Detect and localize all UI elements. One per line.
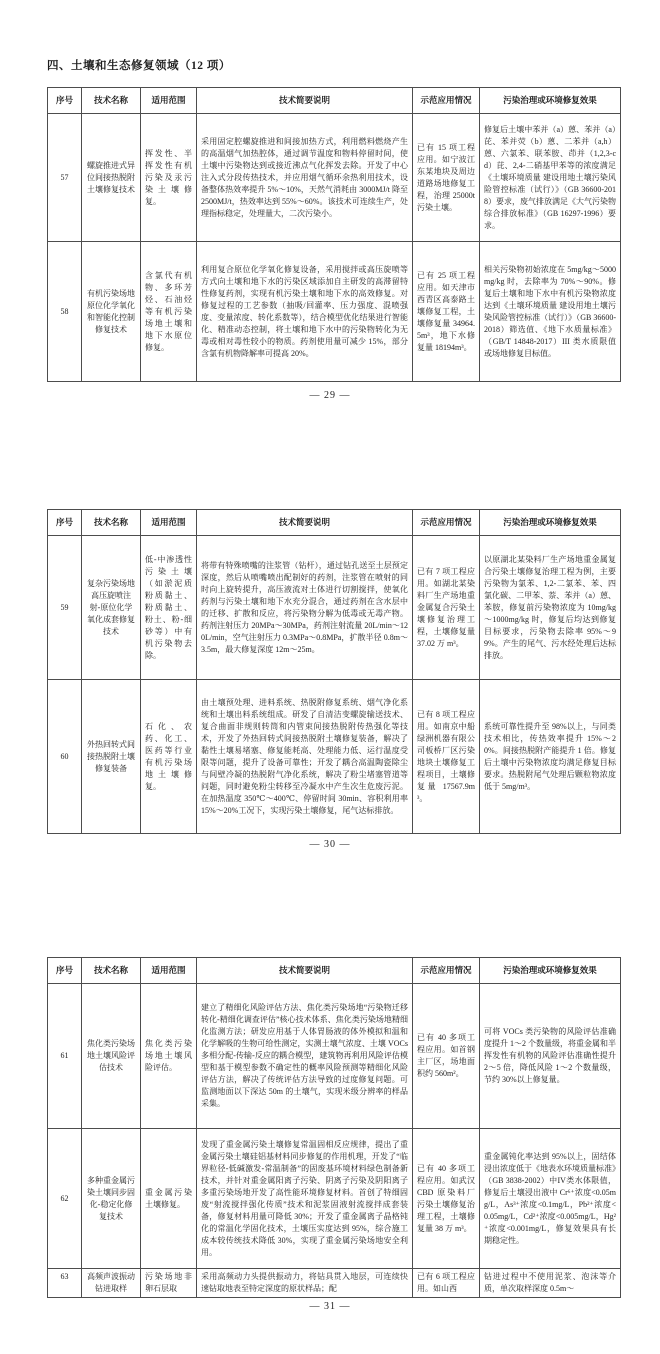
tech-row-63 [48,1269,621,1298]
tech-row-57 [48,114,621,242]
cell-description: 发现了重金属污染土壤修复常温固相反应规律，提出了重金属污染土壤硅铝基材料同步修复的作用机理，开发了“临界粒径-低碱激发-常温制备”的固废基环境材料绿色制备新技术，并针对重金属阳离子污染、阴离子污染及阴阳离子多重污染场地开发了高性能环境修复材料。首创了特细固废“射流搅拌强化传质”技术和泥浆固液射流搅拌成套装备，修复材料用量可降低 30%；开发了重金属离子晶格钝化的常温化学固化技术，土壤压实度达到 95%，综合施工成本较传统技术降低 30%，实现了重金属污染场地安全利用。 [197,1129,413,1269]
cell-description: 由土壤预处理、进料系统、热脱附修复系统、烟气净化系统和土壤出料系统组成。研发了自清洁变螺旋输送技术、复合曲面非规则转筒和内管束间接热脱附传热强化等技术，开发了外热回转式间接热脱附土壤修复装备，解决了黏性土壤易堵塞、修复能耗高、处理能力低、运行温度受限等问题，提升了设备可靠性；开发了耦合高温陶瓷除尘与间壁冷凝的热脱附气净化系统，解决了粉尘堵塞管道等问题，同时避免粉尘转移至冷凝水中产生次生危废污泥。在加热温度 350℃～400℃、停留时间 30min、容积利用率 15%～20%工况下，实现污染土壤修复，尾气达标排放。 [197,680,413,834]
cell-name: 复杂污染场地高压旋喷注射-原位化学氧化成套修复技术 [82,536,141,680]
column-header-effect: 污染治理或环境修复效果 [480,958,621,984]
cell-application: 已有 7 项工程应用。如湖北某染料厂生产场地重金属复合污染土壤修复治理工程，土壤修复量 37.02 万 m³。 [413,536,480,680]
cell-no: 57 [48,114,82,242]
cell-description: 将带有特殊喷嘴的注浆管（钻杆），通过钻孔送至土层预定深度，然后从喷嘴喷出配制好的药剂，注浆管在喷射的同时向上旋转提升，高压液流对土体进行切割搅拌，使氧化药剂与污染土壤和地下水充分混合，通过药剂在含水层中的迁移、扩散和反应，将污染物分解为低毒或无毒产物。药剂注射压力 20MPa～30MPa，药剂注射流量 20L/min～120L/min，空气注射压力 0.3MPa～0.8MPa，扩散半径 0.8m～3.5m，最大修复深度 12m～25m。 [197,536,413,680]
tech-row-58 [48,242,621,382]
tech-table-page-30 [47,509,621,834]
cell-no: 62 [48,1129,82,1269]
column-header-no: 序号 [48,958,82,984]
cell-name: 多种重金属污染土壤同步固化-稳定化修复技术 [82,1129,141,1269]
cell-scope: 挥发性、半挥发性有机污染及汞污染土壤修复。 [141,114,197,242]
column-header-name: 技术名称 [82,88,141,114]
cell-application: 已有 25 项工程应用。如天津市西青区高泰路土壤修复工程，土壤修复量 34964.5m³，地下水修复量 18194m³。 [413,242,480,382]
cell-no: 63 [48,1269,82,1298]
column-header-name: 技术名称 [82,510,141,536]
cell-scope: 含氯代有机物、多环芳烃、石油烃等有机污染场地土壤和地下水原位修复。 [141,242,197,382]
cell-application: 已有 15 项工程应用。如宁波江东某地块及周边道路场地修复工程，治理 25000t 污染土壤。 [413,114,480,242]
cell-application: 已有 40 多项工程应用。如首钢主厂区，场地面积约 560m²。 [413,984,480,1129]
tech-row-62 [48,1129,621,1269]
page-number: — 30 — [309,839,351,850]
column-header-application: 示范应用情况 [413,88,480,114]
column-header-scope: 适用范围 [141,510,197,536]
cell-application: 已有 40 多项工程应用。如武汉 CBD 原染料厂污染土壤修复治理工程，土壤修复量 38 万 m³。 [413,1129,480,1269]
tech-row-60 [48,680,621,834]
tech-row-59 [48,536,621,680]
column-header-no: 序号 [48,510,82,536]
cell-name: 外热回转式间接热脱附土壤修复装备 [82,680,141,834]
cell-description: 建立了精细化风险评估方法、焦化类污染场地“污染物迁移转化-精细化调查评估”核心技术体系、焦化类污染场地精细化监测方法；研发应用基于人体胃肠液的体外模拟和温和化学解吸的生物可给性测定，实测土壤气浓度、土壤 VOCs 多相分配-传输-反应的耦合模型，建筑物再利用风险评估模型和基于模型参数不确定性的概率风险预测等精细化风险评估方法，解决了传统评估方法导致的过度修复问题。可监测地面以下深达 50m 的土壤气，实现米级分辨率的样品采集。 [197,984,413,1129]
cell-scope: 污染场地非卵石层取 [141,1269,197,1298]
column-header-no: 序号 [48,88,82,114]
column-header-application: 示范应用情况 [413,510,480,536]
cell-effect: 系统可靠性提升至 98%以上，与同类技术相比，传热效率提升 15%～20%。间接热脱附产能提升 1 倍。修复后土壤中污染物浓度均满足修复目标要求。热脱附尾气处理后颗粒物浓度低于 5mg/m³。 [480,680,621,834]
column-header-description: 技术简要说明 [197,958,413,984]
cell-description: 采用高频动力头提供振动力，将钻具贯入地层，可连续快速钻取地表至特定深度的原状样品；配 [197,1269,413,1298]
cell-no: 61 [48,984,82,1129]
cell-application: 已有 6 项工程应用。如山西 [413,1269,480,1298]
page-number: — 29 — [309,390,351,401]
cell-name: 有机污染场地原位化学氧化和智能化控制修复技术 [82,242,141,382]
cell-effect: 以原湖北某染料厂生产场地重金属复合污染土壤修复治理工程为例，主要污染物为氯苯、1,2-二氯苯、苯、四氯化碳、二甲苯、萘、苯并（a）蒽、苯胺，修复前污染物浓度为 10mg/kg～1000mg/kg 时，修复后均达到修复目标要求，污染物去除率 95%～99%。产生的尾气、污水经处理后达标排放。 [480,536,621,680]
cell-effect: 修复后土壤中苯并（a）蒽、苯并（a）芘、苯并荧（b）蒽、二苯并（a,h）蒽、六氯苯、联苯胺、茚并（1,2,3-cd）芘、2,4-二硝基甲苯等的浓度满足《土壤环境质量 建设用地土壤污染风险管控标准（试行）》（GB 36600-2018）要求，废气排放满足《大气污染物综合排放标准》（GB 16297-1996）要求。 [480,114,621,242]
cell-name: 高频声波振动钻进取样 [82,1269,141,1298]
column-header-scope: 适用范围 [141,958,197,984]
cell-no: 59 [48,536,82,680]
cell-effect: 可将 VOCs 类污染物的风险评估准确度提升 1～2 个数量级，将重金属和半挥发性有机物的风险评估准确性提升 2～5 倍，降低风险 1～2 个数量级，节约 30%以上修复量。 [480,984,621,1129]
cell-name: 螺旋推进式异位间接热脱附土壤修复技术 [82,114,141,242]
column-header-description: 技术简要说明 [197,510,413,536]
column-header-effect: 污染治理或环境修复效果 [480,510,621,536]
cell-no: 60 [48,680,82,834]
column-header-effect: 污染治理或环境修复效果 [480,88,621,114]
cell-name: 焦化类污染场地土壤风险评估技术 [82,984,141,1129]
table-header-row [48,510,621,536]
cell-scope: 石化、农药、化工、医药等行业有机污染场地土壤修复。 [141,680,197,834]
column-header-name: 技术名称 [82,958,141,984]
cell-scope: 低-中渗透性污染土壤（如淤泥质粉质黏土、粉质黏土、粉土、粉-细砂等）中有机污染物去除。 [141,536,197,680]
column-header-scope: 适用范围 [141,88,197,114]
section-title: 四、土壤和生态修复领域（12 项） [47,60,231,72]
tech-row-61 [48,984,621,1129]
column-header-description: 技术简要说明 [197,88,413,114]
cell-scope: 焦化类污染场地土壤风险评估。 [141,984,197,1129]
cell-effect: 相关污染物初始浓度在 5mg/kg～5000mg/kg 时，去除率为 70%～90%。修复后土壤和地下水中有机污染物浓度达到《土壤环境质量 建设用地土壤污染风险管控标准（试行）》（GB 36600-2018）筛选值、《地下水质量标准》（GB/T 14848-2017）III 类水质限值或场地修复目标值。 [480,242,621,382]
cell-application: 已有 8 项工程应用。如南京中船绿洲机器有限公司板桥厂区污染地块土壤修复工程项目，土壤修复量 17567.9m³。 [413,680,480,834]
cell-effect: 钻进过程中不使用泥浆、泡沫等介质，单次取样深度 0.5m～ [480,1269,621,1298]
cell-description: 利用复合原位化学氧化修复设备，采用搅拌或高压旋喷等方式向土壤和地下水的污染区域添加自主研发的高滞留特性修复药剂，实现有机污染土壤和地下水的高效修复。对修复过程的工艺参数（抽吸/回灌率、压力强度、混喷强度、变量浓度、转化系数等），结合模型优化结果进行智能化、精准动态控制，将土壤和地下水中的污染物转化为无毒或相对毒性较小的物质。药剂使用量可减少 15%，部分含氯有机物降解率可提高 20%。 [197,242,413,382]
column-header-application: 示范应用情况 [413,958,480,984]
cell-description: 采用固定腔螺旋推进和间接加热方式，利用燃料燃烧产生的高温烟气加热腔体，通过调节温度和物料停留时间，使土壤中污染物达到或接近沸点气化挥发去除。开发了中心注入式分段传热技术，并应用烟气循环余热利用技术，设备整体热效率提升 5%～10%，天然气消耗由 3000MJ/t 降至 2500MJ/t，热效率达到 55%～60%。该技术可连续生产，处理指标稳定，处理量大，二次污染小。 [197,114,413,242]
table-header-row [48,958,621,984]
cell-effect: 重金属钝化率达到 95%以上，固结体浸出浓度低于《地表水环境质量标准》（GB 3838-2002）中IV类水体限值，修复后土壤浸出液中 Cr⁶⁺浓度<0.05mg/L，As³⁺浓度<0.1mg/L，Pb²⁺浓度<0.05mg/L，Cd²⁺浓度<0.005mg/L，Hg²⁺浓度<0.001mg/L，修复效果具有长期稳定性。 [480,1129,621,1269]
page-number: — 31 — [309,1301,351,1312]
tech-table-page-29 [47,87,621,382]
cell-no: 58 [48,242,82,382]
tech-table-page-31 [47,957,621,1298]
table-header-row [48,88,621,114]
cell-scope: 重金属污染土壤修复。 [141,1129,197,1269]
